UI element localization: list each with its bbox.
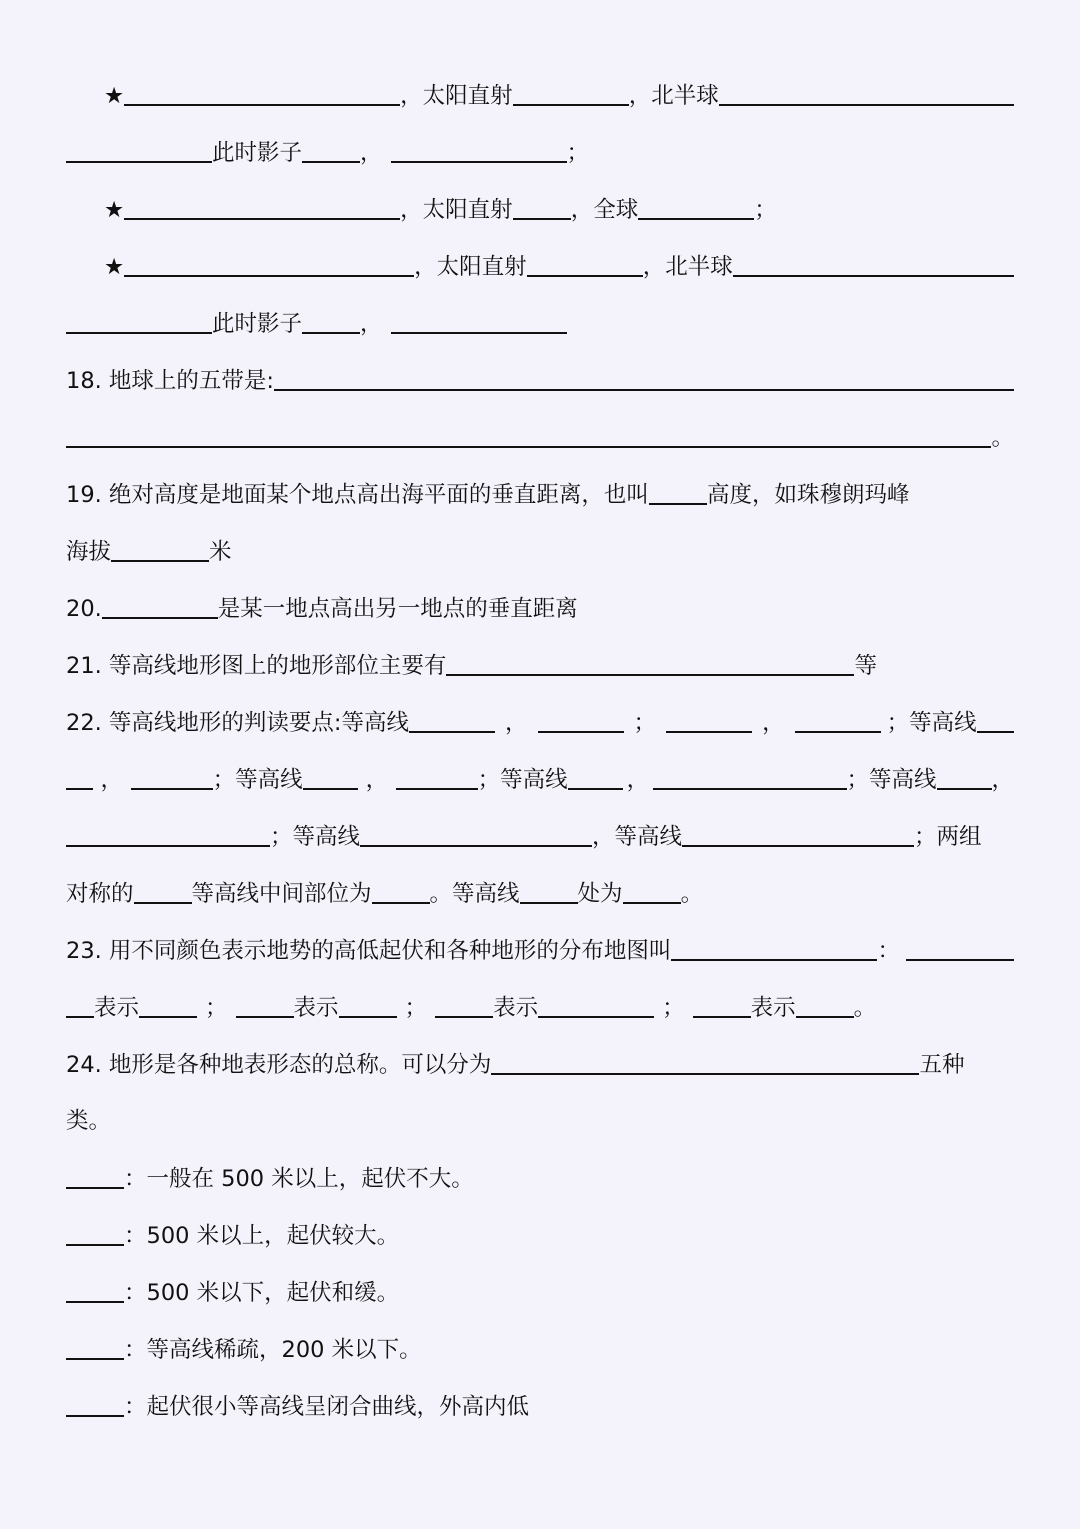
text: 此时影子 bbox=[212, 311, 303, 337]
blank[interactable] bbox=[682, 819, 914, 847]
blank[interactable] bbox=[303, 762, 358, 790]
text: 米 bbox=[209, 539, 232, 565]
blank[interactable] bbox=[66, 1161, 124, 1189]
text: ，北半球 bbox=[642, 254, 733, 280]
blank[interactable] bbox=[66, 135, 212, 163]
blank[interactable] bbox=[360, 819, 592, 847]
text: ，太阳直射 bbox=[400, 83, 513, 109]
text: ；等高线 bbox=[886, 710, 977, 736]
text: ，太阳直射 bbox=[400, 197, 513, 223]
blank[interactable] bbox=[66, 1275, 124, 1303]
item-text: ：等高线稀疏，200 米以下。 bbox=[124, 1337, 422, 1363]
blank[interactable] bbox=[302, 135, 360, 163]
text: 。 bbox=[680, 881, 704, 907]
text: ， bbox=[365, 767, 389, 793]
text: ，北半球 bbox=[628, 83, 719, 109]
blank[interactable] bbox=[671, 933, 877, 961]
line-solstice-1b bbox=[66, 132, 1014, 172]
text: 等 bbox=[854, 653, 877, 679]
question-18-cont bbox=[66, 417, 1014, 457]
blank[interactable] bbox=[623, 876, 681, 904]
question-text: 22. 等高线地形的判读要点:等高线 bbox=[66, 710, 410, 736]
question-23 bbox=[66, 930, 1014, 970]
blank[interactable] bbox=[937, 762, 992, 790]
question-text: 18. 地球上的五带是: bbox=[66, 368, 275, 394]
line-solstice-2b bbox=[66, 303, 1014, 343]
text: ， bbox=[991, 767, 1015, 793]
question-22-cont-3 bbox=[66, 873, 1014, 913]
item-text: ：起伏很小等高线呈闭合曲线，外高内低 bbox=[124, 1394, 530, 1420]
line-solstice-1 bbox=[104, 75, 1014, 115]
text: ；等高线 bbox=[477, 767, 568, 793]
blank[interactable] bbox=[391, 306, 567, 334]
blank[interactable] bbox=[906, 933, 1014, 961]
blank[interactable] bbox=[139, 990, 197, 1018]
blank[interactable] bbox=[66, 1332, 124, 1360]
list-item bbox=[66, 1215, 1014, 1255]
text: 处为 bbox=[577, 881, 623, 907]
blank[interactable] bbox=[733, 249, 1014, 277]
text: ， bbox=[360, 311, 383, 337]
question-19 bbox=[66, 474, 1014, 514]
list-item bbox=[66, 1386, 1014, 1426]
question-22 bbox=[66, 702, 1014, 742]
blank[interactable] bbox=[339, 990, 397, 1018]
blank[interactable] bbox=[66, 990, 94, 1018]
blank[interactable] bbox=[396, 762, 478, 790]
blank[interactable] bbox=[513, 192, 571, 220]
text: ， bbox=[626, 767, 650, 793]
text: 表示 bbox=[293, 995, 339, 1021]
text: ， bbox=[360, 140, 383, 166]
blank[interactable] bbox=[372, 876, 430, 904]
item-text: ：500 米以上，起伏较大。 bbox=[124, 1223, 400, 1249]
text: ； bbox=[754, 197, 777, 223]
blank[interactable] bbox=[653, 762, 846, 790]
blank[interactable] bbox=[66, 819, 270, 847]
blank[interactable] bbox=[446, 648, 854, 676]
text: ；两组 bbox=[914, 824, 982, 850]
blank[interactable] bbox=[693, 990, 751, 1018]
text: ，太阳直射 bbox=[414, 254, 527, 280]
blank[interactable] bbox=[302, 306, 360, 334]
text: 。 bbox=[991, 425, 1014, 451]
blank[interactable] bbox=[236, 990, 294, 1018]
blank[interactable] bbox=[638, 192, 754, 220]
text: ；等高线 bbox=[846, 767, 937, 793]
question-21 bbox=[66, 645, 1014, 685]
text: 表示 bbox=[750, 995, 796, 1021]
text: 海拔 bbox=[66, 539, 112, 565]
question-19-cont bbox=[66, 531, 1014, 571]
question-24 bbox=[66, 1044, 1014, 1084]
blank[interactable] bbox=[66, 1389, 124, 1417]
blank[interactable] bbox=[719, 78, 1014, 106]
question-text: 24. 地形是各种地表形态的总称。可以分为 bbox=[66, 1052, 492, 1078]
text: ， bbox=[762, 710, 785, 736]
blank[interactable] bbox=[66, 762, 93, 790]
text: ； bbox=[404, 995, 428, 1021]
blank[interactable] bbox=[111, 534, 209, 562]
blank[interactable] bbox=[527, 249, 643, 277]
item-text: ：500 米以下，起伏和缓。 bbox=[124, 1280, 400, 1306]
blank[interactable] bbox=[131, 762, 213, 790]
question-23-cont bbox=[66, 987, 1014, 1027]
text: ，全球 bbox=[570, 197, 639, 223]
blank[interactable] bbox=[796, 990, 854, 1018]
blank[interactable] bbox=[977, 705, 1014, 733]
question-22-cont-1 bbox=[66, 759, 1014, 799]
blank[interactable] bbox=[274, 363, 1014, 391]
blank[interactable] bbox=[538, 990, 654, 1018]
text: 此时影子 bbox=[212, 140, 303, 166]
text: ， bbox=[100, 767, 124, 793]
blank[interactable] bbox=[124, 78, 400, 106]
question-24-cont bbox=[66, 1101, 1014, 1141]
text: 类。 bbox=[66, 1108, 112, 1134]
blank[interactable] bbox=[66, 306, 212, 334]
blank[interactable] bbox=[513, 78, 629, 106]
blank[interactable] bbox=[134, 876, 192, 904]
text: 表示 bbox=[94, 995, 140, 1021]
blank[interactable] bbox=[568, 762, 623, 790]
blank[interactable] bbox=[435, 990, 493, 1018]
text: ， bbox=[505, 710, 528, 736]
blank[interactable] bbox=[409, 705, 495, 733]
star-icon: ★ bbox=[104, 197, 125, 223]
text: ；等高线 bbox=[212, 767, 303, 793]
blank[interactable] bbox=[391, 135, 567, 163]
blank[interactable] bbox=[649, 477, 707, 505]
blank[interactable] bbox=[538, 705, 624, 733]
text: ；等高线 bbox=[270, 824, 361, 850]
blank[interactable] bbox=[795, 705, 881, 733]
question-text: 21. 等高线地形图上的地形部位主要有 bbox=[66, 653, 447, 679]
blank[interactable] bbox=[124, 249, 414, 277]
blank[interactable] bbox=[491, 1047, 919, 1075]
list-item bbox=[66, 1272, 1014, 1312]
question-text: 23. 用不同颜色表示地势的高低起伏和各种地形的分布地图叫 bbox=[66, 938, 672, 964]
question-18 bbox=[66, 360, 1014, 400]
text: ； bbox=[205, 995, 228, 1021]
text: 。 bbox=[853, 995, 877, 1021]
blank[interactable] bbox=[124, 192, 400, 220]
text: ，等高线 bbox=[592, 824, 683, 850]
list-item bbox=[66, 1329, 1014, 1369]
text: ； bbox=[566, 140, 590, 166]
line-equinox bbox=[104, 189, 1014, 229]
text: 等高线中间部位为 bbox=[191, 881, 372, 907]
text: 。等高线 bbox=[429, 881, 520, 907]
text: ； bbox=[662, 995, 685, 1021]
blank[interactable] bbox=[666, 705, 752, 733]
text: 表示 bbox=[493, 995, 539, 1021]
blank[interactable] bbox=[66, 420, 991, 448]
line-solstice-2 bbox=[104, 246, 1014, 286]
item-text: ：一般在 500 米以上，起伏不大。 bbox=[124, 1166, 474, 1192]
text: 对称的 bbox=[66, 881, 134, 907]
text: 五种 bbox=[919, 1052, 965, 1078]
star-icon: ★ bbox=[104, 83, 125, 109]
list-item bbox=[66, 1158, 1014, 1198]
question-text: 20. bbox=[66, 596, 102, 622]
star-icon: ★ bbox=[104, 254, 125, 280]
blank[interactable] bbox=[102, 591, 218, 619]
text: 高度，如珠穆朗玛峰 bbox=[706, 482, 910, 508]
question-text: 19. 绝对高度是地面某个地点高出海平面的垂直距离，也叫 bbox=[66, 482, 649, 508]
blank[interactable] bbox=[520, 876, 578, 904]
text: ： bbox=[877, 938, 900, 964]
text: 是某一地点高出另一地点的垂直距离 bbox=[217, 596, 578, 622]
question-22-cont-2 bbox=[66, 816, 1014, 856]
text: ； bbox=[633, 710, 657, 736]
question-20 bbox=[66, 588, 1014, 628]
blank[interactable] bbox=[66, 1218, 124, 1246]
